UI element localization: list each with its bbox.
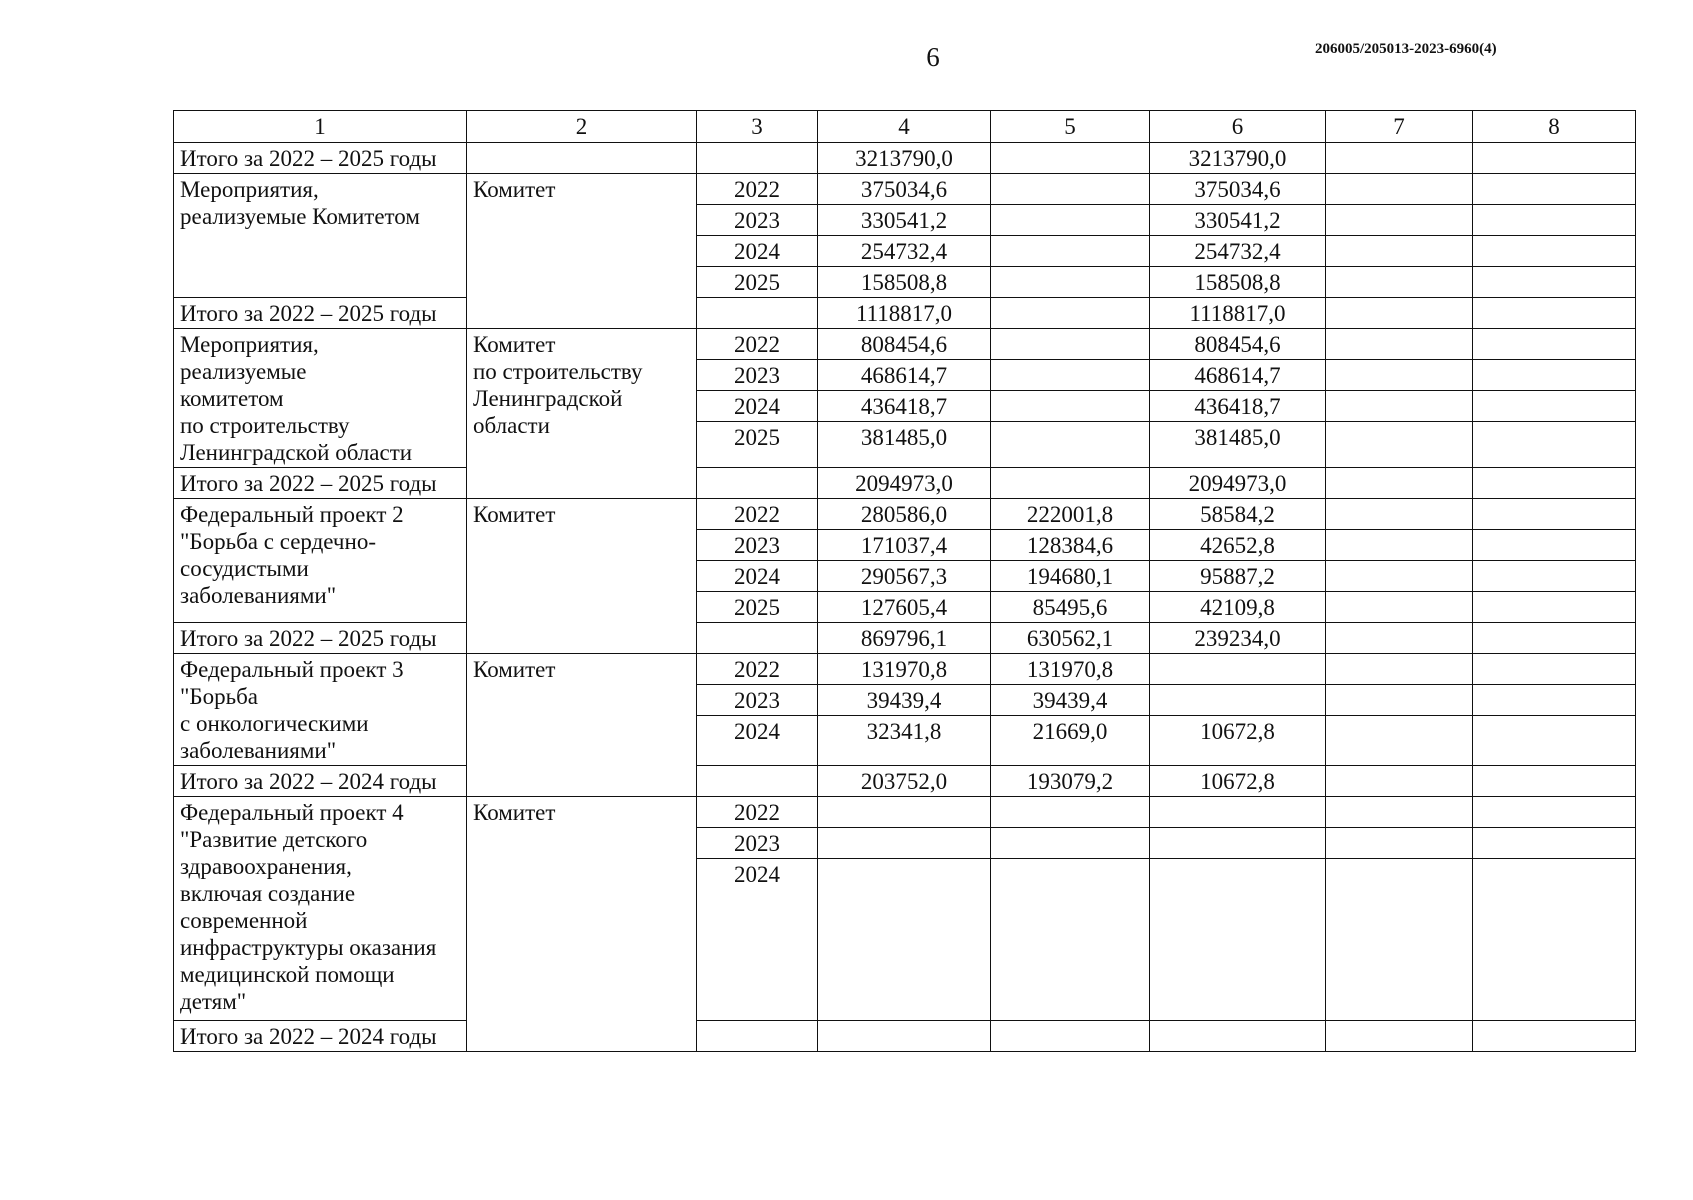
value-col-7	[1326, 623, 1473, 654]
year-cell: 2025	[697, 592, 818, 623]
value-col-8	[1473, 205, 1636, 236]
value-col-5	[991, 143, 1150, 174]
value-col-5: 630562,1	[991, 623, 1150, 654]
value-col-4: 127605,4	[818, 592, 991, 623]
value-col-8	[1473, 859, 1636, 1021]
activity-name: Федеральный проект 3 "Борьба с онкологическими заболеваниями"	[174, 654, 467, 766]
value-col-6: 808454,6	[1150, 329, 1326, 360]
value-col-5: 193079,2	[991, 766, 1150, 797]
value-col-8	[1473, 797, 1636, 828]
total-label: Итого за 2022 – 2025 годы	[174, 623, 467, 654]
column-header-1: 1	[174, 111, 467, 143]
value-col-6	[1150, 1021, 1326, 1052]
table-row-total	[174, 298, 1636, 329]
value-col-6	[1150, 654, 1326, 685]
value-col-6: 381485,0	[1150, 422, 1326, 468]
year-cell: 2025	[697, 267, 818, 298]
column-header-2: 2	[467, 111, 697, 143]
value-col-5	[991, 174, 1150, 205]
value-col-4: 2094973,0	[818, 468, 991, 499]
value-col-8	[1473, 329, 1636, 360]
value-col-4: 158508,8	[818, 267, 991, 298]
column-header-4: 4	[818, 111, 991, 143]
value-col-8	[1473, 236, 1636, 267]
value-col-7	[1326, 654, 1473, 685]
year-cell	[697, 468, 818, 499]
year-cell: 2023	[697, 360, 818, 391]
value-col-7	[1326, 360, 1473, 391]
value-col-8	[1473, 468, 1636, 499]
value-col-5	[991, 828, 1150, 859]
value-col-7	[1326, 329, 1473, 360]
value-col-4	[818, 797, 991, 828]
value-col-7	[1326, 797, 1473, 828]
value-col-6: 58584,2	[1150, 499, 1326, 530]
value-col-6: 158508,8	[1150, 267, 1326, 298]
year-cell: 2024	[697, 391, 818, 422]
value-col-4: 39439,4	[818, 685, 991, 716]
value-col-5: 194680,1	[991, 561, 1150, 592]
value-col-4: 1118817,0	[818, 298, 991, 329]
document-id: 206005/205013-2023-6960(4)	[1315, 41, 1497, 57]
table-row	[174, 499, 1636, 530]
activity-name: Федеральный проект 4 "Развитие детского здравоохранения, включая создание современной инфраструктуры оказания медицинской помощи детям"	[174, 797, 467, 1021]
value-col-5: 85495,6	[991, 592, 1150, 623]
year-cell: 2023	[697, 685, 818, 716]
total-label: Итого за 2022 – 2024 годы	[174, 766, 467, 797]
value-col-8	[1473, 1021, 1636, 1052]
year-cell	[697, 766, 818, 797]
value-col-8	[1473, 422, 1636, 468]
value-col-7	[1326, 530, 1473, 561]
year-cell	[697, 143, 818, 174]
value-col-6: 95887,2	[1150, 561, 1326, 592]
value-col-7	[1326, 828, 1473, 859]
value-col-8	[1473, 766, 1636, 797]
year-cell: 2022	[697, 499, 818, 530]
table-row	[174, 329, 1636, 360]
total-label: Итого за 2022 – 2025 годы	[174, 143, 467, 174]
year-cell	[697, 623, 818, 654]
year-cell: 2023	[697, 530, 818, 561]
value-col-4: 32341,8	[818, 716, 991, 766]
table-row-total	[174, 623, 1636, 654]
executor-name: Комитет	[467, 174, 697, 329]
value-col-7	[1326, 1021, 1473, 1052]
value-col-7	[1326, 592, 1473, 623]
value-col-4: 375034,6	[818, 174, 991, 205]
column-header-7: 7	[1326, 111, 1473, 143]
header-row	[174, 111, 1636, 143]
total-label: Итого за 2022 – 2024 годы	[174, 1021, 467, 1052]
executor-name: Комитет	[467, 797, 697, 1052]
activity-name: Мероприятия, реализуемые Комитетом	[174, 174, 467, 298]
year-cell: 2024	[697, 236, 818, 267]
value-col-6: 3213790,0	[1150, 143, 1326, 174]
value-col-5	[991, 205, 1150, 236]
value-col-7	[1326, 468, 1473, 499]
year-cell: 2024	[697, 859, 818, 1021]
year-cell: 2022	[697, 654, 818, 685]
value-col-6: 2094973,0	[1150, 468, 1326, 499]
value-col-5	[991, 859, 1150, 1021]
value-col-8	[1473, 685, 1636, 716]
value-col-7	[1326, 205, 1473, 236]
value-col-8	[1473, 360, 1636, 391]
value-col-8	[1473, 716, 1636, 766]
budget-table	[173, 110, 1636, 1052]
value-col-6	[1150, 797, 1326, 828]
executor-name: Комитет по строительству Ленинградской области	[467, 329, 697, 499]
value-col-5: 39439,4	[991, 685, 1150, 716]
executor-name	[467, 143, 697, 174]
value-col-5	[991, 329, 1150, 360]
table-row-total	[174, 468, 1636, 499]
value-col-7	[1326, 298, 1473, 329]
value-col-6: 239234,0	[1150, 623, 1326, 654]
value-col-6: 1118817,0	[1150, 298, 1326, 329]
year-cell: 2024	[697, 716, 818, 766]
value-col-8	[1473, 267, 1636, 298]
table-row	[174, 797, 1636, 828]
year-cell: 2023	[697, 828, 818, 859]
activity-name: Федеральный проект 2 "Борьба с сердечно- сосудистыми заболеваниями"	[174, 499, 467, 623]
value-col-6: 436418,7	[1150, 391, 1326, 422]
column-header-5: 5	[991, 111, 1150, 143]
year-cell: 2022	[697, 329, 818, 360]
year-cell: 2022	[697, 797, 818, 828]
value-col-4: 203752,0	[818, 766, 991, 797]
year-cell: 2025	[697, 422, 818, 468]
year-cell	[697, 1021, 818, 1052]
value-col-7	[1326, 236, 1473, 267]
column-header-3: 3	[697, 111, 818, 143]
value-col-6: 42652,8	[1150, 530, 1326, 561]
value-col-8	[1473, 298, 1636, 329]
year-cell: 2022	[697, 174, 818, 205]
value-col-8	[1473, 654, 1636, 685]
value-col-4: 280586,0	[818, 499, 991, 530]
value-col-7	[1326, 391, 1473, 422]
value-col-5: 131970,8	[991, 654, 1150, 685]
value-col-6	[1150, 859, 1326, 1021]
value-col-5	[991, 1021, 1150, 1052]
value-col-8	[1473, 592, 1636, 623]
value-col-4: 808454,6	[818, 329, 991, 360]
value-col-7	[1326, 422, 1473, 468]
table-row-total	[174, 766, 1636, 797]
value-col-8	[1473, 828, 1636, 859]
value-col-4: 3213790,0	[818, 143, 991, 174]
value-col-5	[991, 468, 1150, 499]
value-col-4: 468614,7	[818, 360, 991, 391]
value-col-5	[991, 391, 1150, 422]
value-col-6: 10672,8	[1150, 716, 1326, 766]
value-col-5	[991, 236, 1150, 267]
value-col-8	[1473, 561, 1636, 592]
year-cell: 2023	[697, 205, 818, 236]
value-col-8	[1473, 143, 1636, 174]
value-col-5	[991, 797, 1150, 828]
value-col-4: 254732,4	[818, 236, 991, 267]
table-row-total	[174, 1021, 1636, 1052]
column-header-8: 8	[1473, 111, 1636, 143]
value-col-4: 131970,8	[818, 654, 991, 685]
value-col-8	[1473, 499, 1636, 530]
total-label: Итого за 2022 – 2025 годы	[174, 298, 467, 329]
value-col-7	[1326, 499, 1473, 530]
value-col-5	[991, 298, 1150, 329]
value-col-5: 222001,8	[991, 499, 1150, 530]
value-col-6: 375034,6	[1150, 174, 1326, 205]
page-number: 6	[926, 42, 940, 72]
value-col-7	[1326, 267, 1473, 298]
value-col-7	[1326, 716, 1473, 766]
activity-name: Мероприятия, реализуемые комитетом по строительству Ленинградской области	[174, 329, 467, 468]
value-col-4	[818, 859, 991, 1021]
column-header-6: 6	[1150, 111, 1326, 143]
value-col-4	[818, 828, 991, 859]
value-col-4: 171037,4	[818, 530, 991, 561]
value-col-7	[1326, 174, 1473, 205]
table-row	[174, 174, 1636, 205]
value-col-5: 128384,6	[991, 530, 1150, 561]
value-col-7	[1326, 143, 1473, 174]
value-col-4: 290567,3	[818, 561, 991, 592]
table-row-top-total	[174, 143, 1636, 174]
value-col-4: 436418,7	[818, 391, 991, 422]
value-col-5	[991, 422, 1150, 468]
value-col-6: 468614,7	[1150, 360, 1326, 391]
value-col-5: 21669,0	[991, 716, 1150, 766]
value-col-5	[991, 360, 1150, 391]
value-col-8	[1473, 623, 1636, 654]
table-row	[174, 654, 1636, 685]
executor-name: Комитет	[467, 654, 697, 797]
value-col-4: 381485,0	[818, 422, 991, 468]
value-col-4	[818, 1021, 991, 1052]
value-col-7	[1326, 561, 1473, 592]
total-label: Итого за 2022 – 2025 годы	[174, 468, 467, 499]
value-col-8	[1473, 174, 1636, 205]
value-col-8	[1473, 391, 1636, 422]
value-col-6: 254732,4	[1150, 236, 1326, 267]
year-cell: 2024	[697, 561, 818, 592]
executor-name: Комитет	[467, 499, 697, 654]
value-col-6	[1150, 685, 1326, 716]
year-cell	[697, 298, 818, 329]
value-col-6: 10672,8	[1150, 766, 1326, 797]
value-col-6: 330541,2	[1150, 205, 1326, 236]
value-col-8	[1473, 530, 1636, 561]
value-col-4: 869796,1	[818, 623, 991, 654]
value-col-5	[991, 267, 1150, 298]
value-col-6	[1150, 828, 1326, 859]
value-col-7	[1326, 685, 1473, 716]
value-col-6: 42109,8	[1150, 592, 1326, 623]
value-col-7	[1326, 766, 1473, 797]
value-col-4: 330541,2	[818, 205, 991, 236]
value-col-7	[1326, 859, 1473, 1021]
